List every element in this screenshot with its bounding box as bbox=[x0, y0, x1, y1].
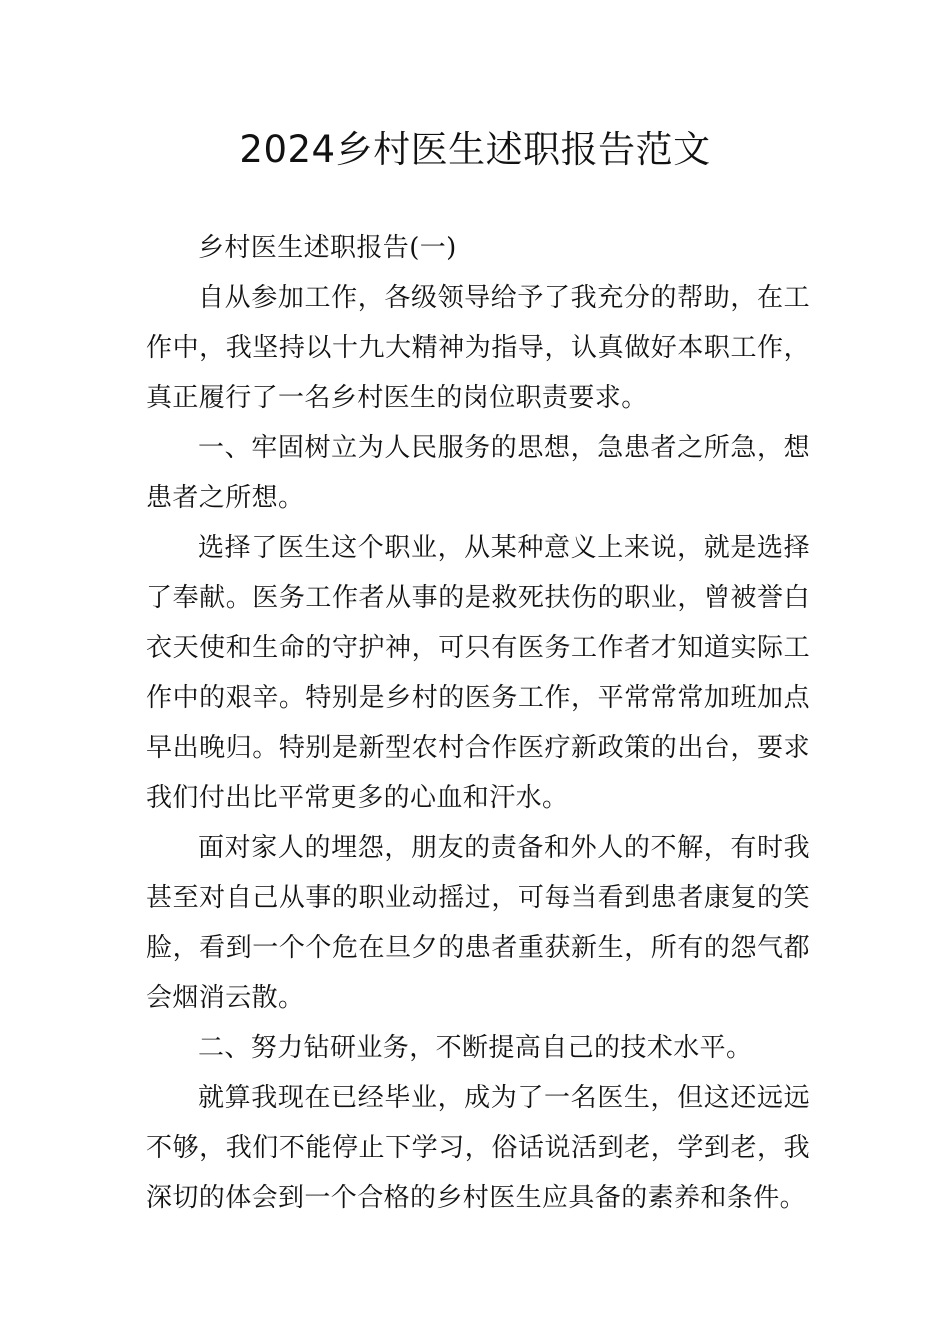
document-body bbox=[146, 223, 810, 1223]
paragraph: 选择了医生这个职业，从某种意义上来说，就是选择了奉献。医务工作者从事的是救死扶伤的职业，曾被誉白衣天使和生命的守护神，可只有医务工作者才知道实际工作中的艰辛。特别是乡村的医务工作，平常常常加班加点早出晚归。特别是新型农村合作医疗新政策的出台，要求我们付出比平常更多的心血和汗水。 bbox=[146, 533, 810, 813]
document-title: 2024乡村医生述职报告范文 bbox=[239, 128, 711, 171]
section-heading: 一、牢固树立为人民服务的思想，急患者之所急，想患者之所想。 bbox=[146, 433, 810, 513]
paragraph: 自从参加工作，各级领导给予了我充分的帮助，在工作中，我坚持以十九大精神为指导，认真做好本职工作，真正履行了一名乡村医生的岗位职责要求。 bbox=[146, 283, 810, 413]
section-heading: 乡村医生述职报告(一) bbox=[198, 233, 457, 263]
paragraph: 就算我现在已经毕业，成为了一名医生，但这还远远不够，我们不能停止下学习，俗话说活到老，学到老，我深切的体会到一个合格的乡村医生应具备的素养和条件。 bbox=[146, 1083, 810, 1213]
paragraph: 面对家人的埋怨，朋友的责备和外人的不解，有时我甚至对自己从事的职业动摇过，可每当看到患者康复的笑脸，看到一个个危在旦夕的患者重获新生，所有的怨气都会烟消云散。 bbox=[146, 833, 810, 1013]
section-heading: 二、努力钻研业务，不断提高自己的技术水平。 bbox=[198, 1033, 753, 1063]
